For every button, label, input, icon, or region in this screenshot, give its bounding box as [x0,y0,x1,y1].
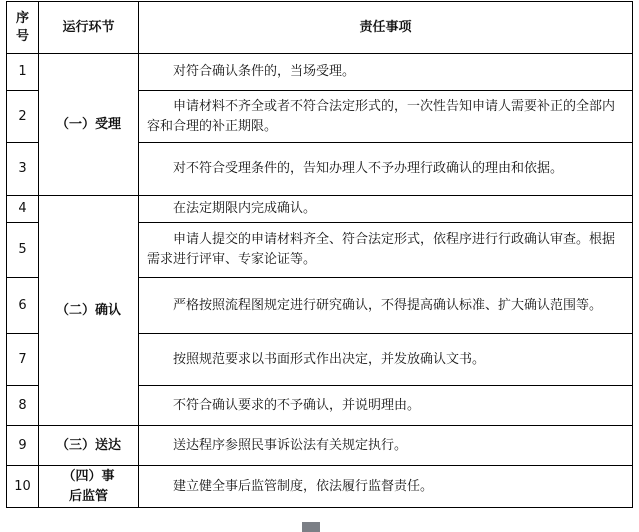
stage-cell: （三）送达 [39,426,139,466]
row-number: 5 [7,223,39,278]
table-row [7,426,633,466]
stage-cell: （二）确认 [39,196,139,426]
row-number: 3 [7,143,39,196]
row-number: 8 [7,386,39,426]
stage-cell: （一）受理 [39,54,139,196]
row-number: 6 [7,278,39,334]
duty-cell: 建立健全事后监管制度，依法履行监督责任。 [139,466,633,508]
duty-cell: 按照规范要求以书面形式作出决定，并发放确认文书。 [139,334,633,386]
duty-cell: 对符合确认条件的，当场受理。 [139,54,633,91]
table-row [7,196,633,223]
header-row [7,2,633,54]
row-number: 7 [7,334,39,386]
duty-cell: 不符合确认要求的不予确认，并说明理由。 [139,386,633,426]
row-number: 9 [7,426,39,466]
duty-cell: 严格按照流程图规定进行研究确认，不得提高确认标准、扩大确认范围等。 [139,278,633,334]
duty-cell: 送达程序参照民事诉讼法有关规定执行。 [139,426,633,466]
header-no-label: 序号 [15,10,29,44]
header-duty: 责任事项 [139,2,633,54]
duty-table [6,1,633,508]
duty-cell: 申请材料不齐全或者不符合法定形式的，一次性告知申请人需要补正的全部内容和合理的补正期限。 [139,91,633,143]
stage-cell [39,466,139,508]
duty-cell: 对不符合受理条件的，告知办理人不予办理行政确认的理由和依据。 [139,143,633,196]
page-edge-marker [302,522,320,532]
header-no [7,2,39,54]
row-number: 10 [7,466,39,508]
stage-label: （四）事后监管 [62,468,115,504]
header-stage: 运行环节 [39,2,139,54]
duty-cell: 在法定期限内完成确认。 [139,196,633,223]
table-row [7,466,633,508]
duty-cell: 申请人提交的申请材料齐全、符合法定形式，依程序进行行政确认审查。根据需求进行评审、专家论证等。 [139,223,633,278]
row-number: 1 [7,54,39,91]
row-number: 4 [7,196,39,223]
table-row [7,54,633,91]
row-number: 2 [7,91,39,143]
